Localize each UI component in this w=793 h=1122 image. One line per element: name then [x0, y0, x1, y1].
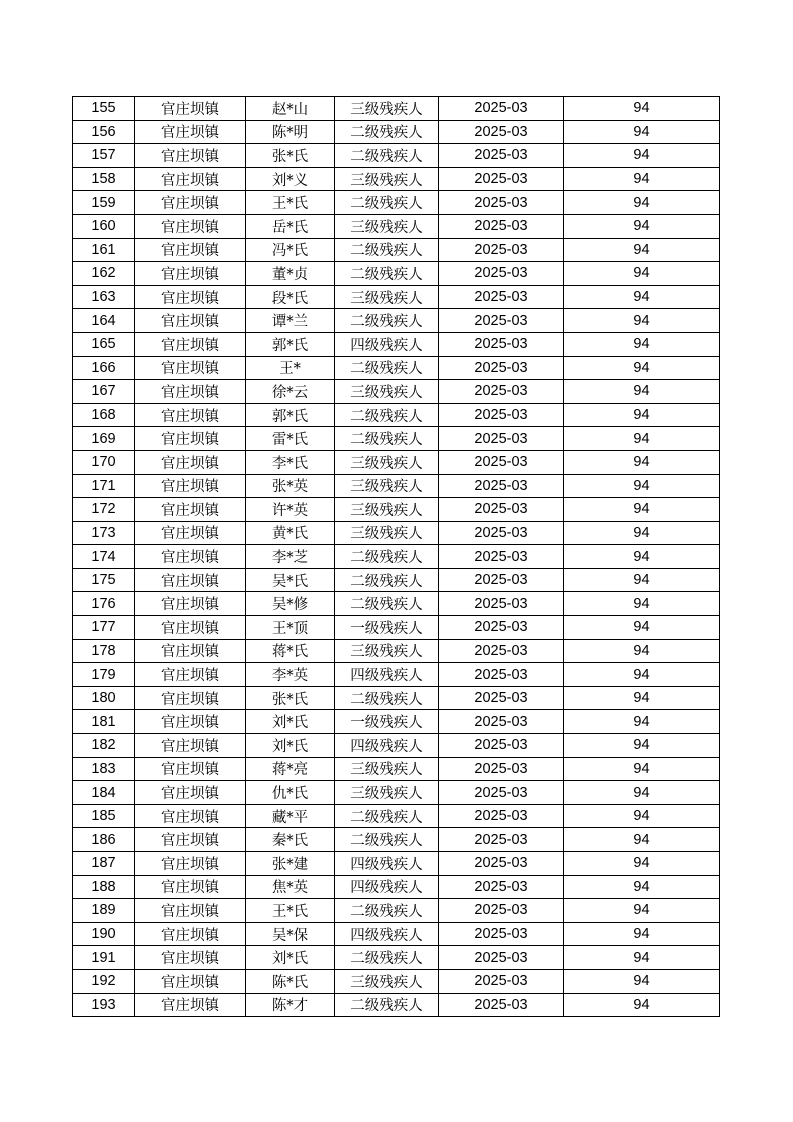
row-number-cell: 166 — [73, 356, 135, 380]
town-cell: 官庄坝镇 — [135, 309, 246, 333]
table-row — [73, 592, 720, 616]
person-name-cell: 张*英 — [246, 474, 335, 498]
row-number-cell: 176 — [73, 592, 135, 616]
town-cell: 官庄坝镇 — [135, 427, 246, 451]
row-number-cell: 192 — [73, 969, 135, 993]
disability-level-cell: 二级残疾人 — [335, 828, 439, 852]
table-row — [73, 899, 720, 923]
disability-level-cell: 二级残疾人 — [335, 238, 439, 262]
person-name-cell: 刘*氏 — [246, 710, 335, 734]
amount-cell: 94 — [564, 262, 720, 286]
town-cell: 官庄坝镇 — [135, 616, 246, 640]
amount-cell: 94 — [564, 757, 720, 781]
town-cell: 官庄坝镇 — [135, 757, 246, 781]
disability-level-cell: 三级残疾人 — [335, 639, 439, 663]
amount-cell: 94 — [564, 993, 720, 1017]
town-cell: 官庄坝镇 — [135, 332, 246, 356]
town-cell: 官庄坝镇 — [135, 922, 246, 946]
amount-cell: 94 — [564, 616, 720, 640]
disability-level-cell: 四级残疾人 — [335, 922, 439, 946]
table-row — [73, 828, 720, 852]
person-name-cell: 徐*云 — [246, 380, 335, 404]
table-row — [73, 946, 720, 970]
amount-cell: 94 — [564, 167, 720, 191]
amount-cell: 94 — [564, 639, 720, 663]
table-row — [73, 781, 720, 805]
disability-level-cell: 三级残疾人 — [335, 498, 439, 522]
table-row — [73, 144, 720, 168]
row-number-cell: 157 — [73, 144, 135, 168]
amount-cell: 94 — [564, 498, 720, 522]
town-cell: 官庄坝镇 — [135, 144, 246, 168]
row-number-cell: 155 — [73, 97, 135, 121]
disability-level-cell: 三级残疾人 — [335, 757, 439, 781]
town-cell: 官庄坝镇 — [135, 663, 246, 687]
person-name-cell: 蒋*亮 — [246, 757, 335, 781]
issue-month-cell: 2025-03 — [439, 686, 564, 710]
town-cell: 官庄坝镇 — [135, 592, 246, 616]
amount-cell: 94 — [564, 120, 720, 144]
issue-month-cell: 2025-03 — [439, 97, 564, 121]
issue-month-cell: 2025-03 — [439, 663, 564, 687]
row-number-cell: 168 — [73, 403, 135, 427]
table-row — [73, 120, 720, 144]
issue-month-cell: 2025-03 — [439, 899, 564, 923]
issue-month-cell: 2025-03 — [439, 734, 564, 758]
person-name-cell: 赵*山 — [246, 97, 335, 121]
row-number-cell: 174 — [73, 545, 135, 569]
row-number-cell: 188 — [73, 875, 135, 899]
person-name-cell: 吴*氏 — [246, 568, 335, 592]
table-row — [73, 191, 720, 215]
town-cell: 官庄坝镇 — [135, 262, 246, 286]
row-number-cell: 173 — [73, 521, 135, 545]
town-cell: 官庄坝镇 — [135, 474, 246, 498]
town-cell: 官庄坝镇 — [135, 120, 246, 144]
table-row — [73, 639, 720, 663]
issue-month-cell: 2025-03 — [439, 214, 564, 238]
issue-month-cell: 2025-03 — [439, 946, 564, 970]
disability-level-cell: 四级残疾人 — [335, 734, 439, 758]
amount-cell: 94 — [564, 191, 720, 215]
table-row — [73, 922, 720, 946]
person-name-cell: 陈*明 — [246, 120, 335, 144]
town-cell: 官庄坝镇 — [135, 545, 246, 569]
disability-level-cell: 三级残疾人 — [335, 167, 439, 191]
row-number-cell: 179 — [73, 663, 135, 687]
amount-cell: 94 — [564, 828, 720, 852]
table-row — [73, 852, 720, 876]
town-cell: 官庄坝镇 — [135, 97, 246, 121]
row-number-cell: 187 — [73, 852, 135, 876]
town-cell: 官庄坝镇 — [135, 969, 246, 993]
person-name-cell: 岳*氏 — [246, 214, 335, 238]
table-row — [73, 97, 720, 121]
person-name-cell: 吴*保 — [246, 922, 335, 946]
town-cell: 官庄坝镇 — [135, 450, 246, 474]
issue-month-cell: 2025-03 — [439, 309, 564, 333]
disability-level-cell: 二级残疾人 — [335, 356, 439, 380]
town-cell: 官庄坝镇 — [135, 781, 246, 805]
table-row — [73, 238, 720, 262]
amount-cell: 94 — [564, 710, 720, 734]
person-name-cell: 王*顶 — [246, 616, 335, 640]
table-row — [73, 521, 720, 545]
subsidy-table — [72, 96, 720, 1017]
person-name-cell: 李*英 — [246, 663, 335, 687]
amount-cell: 94 — [564, 521, 720, 545]
person-name-cell: 刘*氏 — [246, 946, 335, 970]
amount-cell: 94 — [564, 663, 720, 687]
amount-cell: 94 — [564, 852, 720, 876]
table-row — [73, 969, 720, 993]
town-cell: 官庄坝镇 — [135, 214, 246, 238]
row-number-cell: 160 — [73, 214, 135, 238]
issue-month-cell: 2025-03 — [439, 238, 564, 262]
town-cell: 官庄坝镇 — [135, 498, 246, 522]
disability-level-cell: 三级残疾人 — [335, 214, 439, 238]
table-body — [73, 97, 720, 1017]
issue-month-cell: 2025-03 — [439, 710, 564, 734]
issue-month-cell: 2025-03 — [439, 403, 564, 427]
issue-month-cell: 2025-03 — [439, 380, 564, 404]
row-number-cell: 190 — [73, 922, 135, 946]
table-row — [73, 545, 720, 569]
town-cell: 官庄坝镇 — [135, 828, 246, 852]
amount-cell: 94 — [564, 474, 720, 498]
table-row — [73, 450, 720, 474]
table-row — [73, 262, 720, 286]
disability-level-cell: 二级残疾人 — [335, 899, 439, 923]
issue-month-cell: 2025-03 — [439, 969, 564, 993]
person-name-cell: 许*英 — [246, 498, 335, 522]
town-cell: 官庄坝镇 — [135, 899, 246, 923]
row-number-cell: 191 — [73, 946, 135, 970]
town-cell: 官庄坝镇 — [135, 568, 246, 592]
town-cell: 官庄坝镇 — [135, 167, 246, 191]
town-cell: 官庄坝镇 — [135, 875, 246, 899]
town-cell: 官庄坝镇 — [135, 238, 246, 262]
person-name-cell: 刘*义 — [246, 167, 335, 191]
table-row — [73, 167, 720, 191]
issue-month-cell: 2025-03 — [439, 804, 564, 828]
person-name-cell: 雷*氏 — [246, 427, 335, 451]
issue-month-cell: 2025-03 — [439, 474, 564, 498]
town-cell: 官庄坝镇 — [135, 380, 246, 404]
table-row — [73, 403, 720, 427]
table-row — [73, 734, 720, 758]
amount-cell: 94 — [564, 144, 720, 168]
issue-month-cell: 2025-03 — [439, 144, 564, 168]
issue-month-cell: 2025-03 — [439, 521, 564, 545]
disability-level-cell: 二级残疾人 — [335, 191, 439, 215]
issue-month-cell: 2025-03 — [439, 545, 564, 569]
row-number-cell: 172 — [73, 498, 135, 522]
town-cell: 官庄坝镇 — [135, 804, 246, 828]
person-name-cell: 陈*才 — [246, 993, 335, 1017]
person-name-cell: 焦*英 — [246, 875, 335, 899]
disability-level-cell: 二级残疾人 — [335, 144, 439, 168]
amount-cell: 94 — [564, 403, 720, 427]
issue-month-cell: 2025-03 — [439, 120, 564, 144]
amount-cell: 94 — [564, 568, 720, 592]
disability-level-cell: 四级残疾人 — [335, 852, 439, 876]
row-number-cell: 156 — [73, 120, 135, 144]
amount-cell: 94 — [564, 97, 720, 121]
amount-cell: 94 — [564, 380, 720, 404]
table-row — [73, 710, 720, 734]
issue-month-cell: 2025-03 — [439, 852, 564, 876]
issue-month-cell: 2025-03 — [439, 191, 564, 215]
person-name-cell: 李*氏 — [246, 450, 335, 474]
table-row — [73, 285, 720, 309]
amount-cell: 94 — [564, 309, 720, 333]
table-row — [73, 616, 720, 640]
town-cell: 官庄坝镇 — [135, 403, 246, 427]
town-cell: 官庄坝镇 — [135, 191, 246, 215]
person-name-cell: 刘*氏 — [246, 734, 335, 758]
disability-level-cell: 二级残疾人 — [335, 309, 439, 333]
row-number-cell: 182 — [73, 734, 135, 758]
row-number-cell: 170 — [73, 450, 135, 474]
row-number-cell: 189 — [73, 899, 135, 923]
issue-month-cell: 2025-03 — [439, 498, 564, 522]
person-name-cell: 陈*氏 — [246, 969, 335, 993]
row-number-cell: 169 — [73, 427, 135, 451]
row-number-cell: 163 — [73, 285, 135, 309]
issue-month-cell: 2025-03 — [439, 450, 564, 474]
row-number-cell: 171 — [73, 474, 135, 498]
issue-month-cell: 2025-03 — [439, 993, 564, 1017]
amount-cell: 94 — [564, 356, 720, 380]
issue-month-cell: 2025-03 — [439, 616, 564, 640]
disability-level-cell: 二级残疾人 — [335, 262, 439, 286]
amount-cell: 94 — [564, 427, 720, 451]
disability-level-cell: 三级残疾人 — [335, 969, 439, 993]
issue-month-cell: 2025-03 — [439, 427, 564, 451]
table-row — [73, 875, 720, 899]
row-number-cell: 167 — [73, 380, 135, 404]
disability-level-cell: 三级残疾人 — [335, 97, 439, 121]
disability-level-cell: 一级残疾人 — [335, 616, 439, 640]
town-cell: 官庄坝镇 — [135, 639, 246, 663]
issue-month-cell: 2025-03 — [439, 639, 564, 663]
table-row — [73, 380, 720, 404]
person-name-cell: 黄*氏 — [246, 521, 335, 545]
person-name-cell: 吴*修 — [246, 592, 335, 616]
town-cell: 官庄坝镇 — [135, 521, 246, 545]
row-number-cell: 158 — [73, 167, 135, 191]
row-number-cell: 175 — [73, 568, 135, 592]
person-name-cell: 仇*氏 — [246, 781, 335, 805]
disability-level-cell: 四级残疾人 — [335, 875, 439, 899]
person-name-cell: 蒋*氏 — [246, 639, 335, 663]
amount-cell: 94 — [564, 214, 720, 238]
town-cell: 官庄坝镇 — [135, 993, 246, 1017]
issue-month-cell: 2025-03 — [439, 356, 564, 380]
person-name-cell: 王*氏 — [246, 899, 335, 923]
amount-cell: 94 — [564, 875, 720, 899]
table-row — [73, 568, 720, 592]
row-number-cell: 159 — [73, 191, 135, 215]
amount-cell: 94 — [564, 592, 720, 616]
town-cell: 官庄坝镇 — [135, 285, 246, 309]
issue-month-cell: 2025-03 — [439, 332, 564, 356]
person-name-cell: 张*建 — [246, 852, 335, 876]
table-row — [73, 757, 720, 781]
disability-level-cell: 四级残疾人 — [335, 332, 439, 356]
issue-month-cell: 2025-03 — [439, 167, 564, 191]
disability-level-cell: 二级残疾人 — [335, 403, 439, 427]
person-name-cell: 谭*兰 — [246, 309, 335, 333]
table-row — [73, 474, 720, 498]
issue-month-cell: 2025-03 — [439, 592, 564, 616]
disability-level-cell: 三级残疾人 — [335, 474, 439, 498]
row-number-cell: 186 — [73, 828, 135, 852]
disability-level-cell: 二级残疾人 — [335, 686, 439, 710]
person-name-cell: 王* — [246, 356, 335, 380]
issue-month-cell: 2025-03 — [439, 568, 564, 592]
disability-level-cell: 三级残疾人 — [335, 285, 439, 309]
issue-month-cell: 2025-03 — [439, 262, 564, 286]
row-number-cell: 185 — [73, 804, 135, 828]
person-name-cell: 王*氏 — [246, 191, 335, 215]
person-name-cell: 郭*氏 — [246, 403, 335, 427]
disability-level-cell: 二级残疾人 — [335, 568, 439, 592]
amount-cell: 94 — [564, 946, 720, 970]
disability-level-cell: 三级残疾人 — [335, 521, 439, 545]
row-number-cell: 177 — [73, 616, 135, 640]
row-number-cell: 178 — [73, 639, 135, 663]
table-row — [73, 498, 720, 522]
town-cell: 官庄坝镇 — [135, 356, 246, 380]
issue-month-cell: 2025-03 — [439, 757, 564, 781]
town-cell: 官庄坝镇 — [135, 734, 246, 758]
disability-level-cell: 二级残疾人 — [335, 545, 439, 569]
disability-level-cell: 三级残疾人 — [335, 781, 439, 805]
disability-level-cell: 二级残疾人 — [335, 804, 439, 828]
table-row — [73, 427, 720, 451]
person-name-cell: 段*氏 — [246, 285, 335, 309]
amount-cell: 94 — [564, 899, 720, 923]
amount-cell: 94 — [564, 922, 720, 946]
table-row — [73, 804, 720, 828]
amount-cell: 94 — [564, 804, 720, 828]
row-number-cell: 180 — [73, 686, 135, 710]
table-row — [73, 663, 720, 687]
row-number-cell: 193 — [73, 993, 135, 1017]
row-number-cell: 164 — [73, 309, 135, 333]
row-number-cell: 165 — [73, 332, 135, 356]
disability-level-cell: 一级残疾人 — [335, 710, 439, 734]
row-number-cell: 181 — [73, 710, 135, 734]
disability-level-cell: 三级残疾人 — [335, 380, 439, 404]
issue-month-cell: 2025-03 — [439, 781, 564, 805]
disability-level-cell: 二级残疾人 — [335, 120, 439, 144]
person-name-cell: 郭*氏 — [246, 332, 335, 356]
row-number-cell: 162 — [73, 262, 135, 286]
amount-cell: 94 — [564, 969, 720, 993]
table-row — [73, 356, 720, 380]
town-cell: 官庄坝镇 — [135, 852, 246, 876]
person-name-cell: 张*氏 — [246, 686, 335, 710]
disability-level-cell: 二级残疾人 — [335, 993, 439, 1017]
amount-cell: 94 — [564, 686, 720, 710]
row-number-cell: 161 — [73, 238, 135, 262]
disability-level-cell: 二级残疾人 — [335, 427, 439, 451]
town-cell: 官庄坝镇 — [135, 946, 246, 970]
issue-month-cell: 2025-03 — [439, 285, 564, 309]
person-name-cell: 张*氏 — [246, 144, 335, 168]
person-name-cell: 董*贞 — [246, 262, 335, 286]
town-cell: 官庄坝镇 — [135, 686, 246, 710]
person-name-cell: 冯*氏 — [246, 238, 335, 262]
issue-month-cell: 2025-03 — [439, 828, 564, 852]
table-row — [73, 686, 720, 710]
person-name-cell: 藏*平 — [246, 804, 335, 828]
row-number-cell: 183 — [73, 757, 135, 781]
amount-cell: 94 — [564, 450, 720, 474]
disability-level-cell: 二级残疾人 — [335, 592, 439, 616]
person-name-cell: 秦*氏 — [246, 828, 335, 852]
amount-cell: 94 — [564, 238, 720, 262]
row-number-cell: 184 — [73, 781, 135, 805]
amount-cell: 94 — [564, 545, 720, 569]
table-row — [73, 214, 720, 238]
disability-level-cell: 二级残疾人 — [335, 946, 439, 970]
amount-cell: 94 — [564, 332, 720, 356]
table-row — [73, 332, 720, 356]
disability-level-cell: 三级残疾人 — [335, 450, 439, 474]
amount-cell: 94 — [564, 781, 720, 805]
disability-level-cell: 四级残疾人 — [335, 663, 439, 687]
table-row — [73, 309, 720, 333]
amount-cell: 94 — [564, 734, 720, 758]
issue-month-cell: 2025-03 — [439, 875, 564, 899]
amount-cell: 94 — [564, 285, 720, 309]
table-row — [73, 993, 720, 1017]
town-cell: 官庄坝镇 — [135, 710, 246, 734]
person-name-cell: 李*芝 — [246, 545, 335, 569]
issue-month-cell: 2025-03 — [439, 922, 564, 946]
